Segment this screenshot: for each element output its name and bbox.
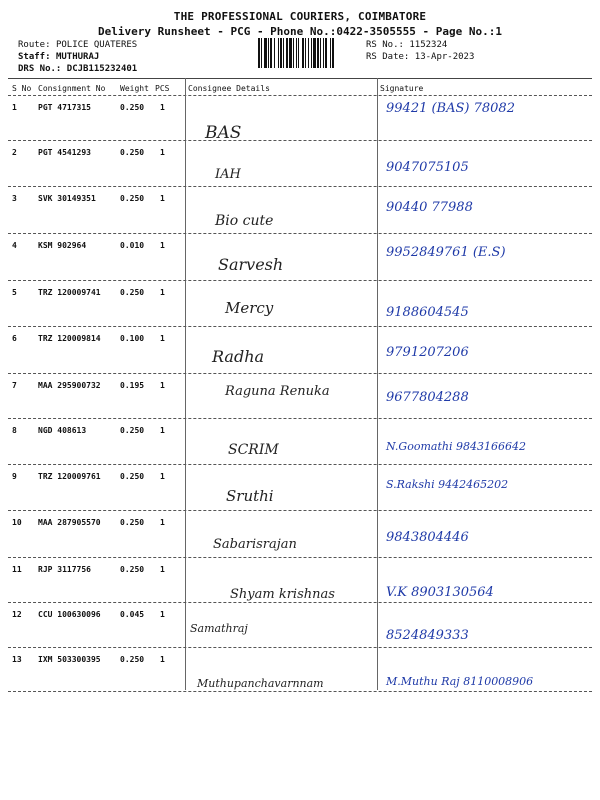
row-consignment-no: MAA 295900732 [38, 381, 101, 390]
row-divider [8, 233, 592, 234]
row-consignee-handwritten: SCRIM [228, 442, 279, 458]
row-signature-handwritten: V.K 8903130564 [386, 585, 494, 600]
row-consignment-no: PGT 4717315 [38, 103, 91, 112]
row-consignment-no: PGT 4541293 [38, 148, 91, 157]
row-divider [8, 418, 592, 419]
consignee-column-divider [185, 78, 186, 690]
row-consignment-no: TRZ 120009814 [38, 334, 101, 343]
row-consignee-handwritten: Samathraj [190, 622, 248, 635]
row-consignment-no: IXM 503300395 [38, 655, 101, 664]
row-weight: 0.250 [120, 288, 145, 297]
company-title: THE PROFESSIONAL COURIERS, COIMBATORE [173, 10, 427, 23]
row-consignment-no: NGD 408613 [38, 426, 87, 435]
row-sno: 11 [12, 565, 22, 574]
row-consignee-handwritten: Muthupanchavarnnam [197, 677, 324, 690]
row-signature-handwritten: 9188604545 [386, 305, 469, 320]
row-sno: 6 [12, 334, 17, 343]
rs-no-label: RS No.: [366, 40, 404, 50]
row-weight: 0.250 [120, 472, 145, 481]
col-header-consignee: Consignee Details [188, 84, 270, 93]
row-pcs: 1 [160, 194, 165, 203]
row-pcs: 1 [160, 565, 165, 574]
row-signature-handwritten: 99421 (BAS) 78082 [386, 101, 515, 116]
rs-no-line [366, 40, 447, 50]
signature-column-divider [377, 78, 378, 690]
row-divider [8, 280, 592, 281]
row-divider [8, 373, 592, 374]
row-divider [8, 510, 592, 511]
row-signature-handwritten: 90440 77988 [386, 200, 473, 215]
route-line [18, 40, 137, 50]
row-consignee-handwritten: Raguna Renuka [225, 384, 330, 399]
staff-label: Staff: [18, 52, 51, 62]
row-pcs: 1 [160, 288, 165, 297]
row-sno: 12 [12, 610, 22, 619]
row-consignment-no: SVK 30149351 [38, 194, 96, 203]
row-divider [8, 140, 592, 141]
row-sno: 5 [12, 288, 17, 297]
col-header-pcs: PCS [155, 84, 170, 93]
barcode-image [258, 38, 356, 68]
route-label: Route: [18, 40, 51, 50]
row-consignee-handwritten: Mercy [225, 299, 274, 317]
route-value: POLICE QUATERES [55, 40, 138, 50]
runsheet-subtitle: Delivery Runsheet - PCG - Phone No.:0422-3505555 - Page No.:1 [98, 25, 502, 38]
drs-line [18, 64, 137, 74]
row-consignment-no: TRZ 120009741 [38, 288, 101, 297]
row-signature-handwritten: N.Goomathi 9843166642 [386, 440, 526, 453]
row-weight: 0.250 [120, 518, 145, 527]
row-divider [8, 602, 592, 603]
row-signature-handwritten: M.Muthu Raj 8110008906 [386, 675, 534, 688]
row-weight: 0.250 [120, 426, 145, 435]
drs-value: DCJB115232401 [66, 64, 138, 74]
row-weight: 0.100 [120, 334, 145, 343]
row-consignee-handwritten: Sabarisrajan [213, 537, 297, 552]
row-pcs: 1 [160, 655, 165, 664]
row-sno: 1 [12, 103, 17, 112]
header-top-rule [8, 78, 592, 79]
row-pcs: 1 [160, 472, 165, 481]
row-sno: 8 [12, 426, 17, 435]
row-consignment-no: TRZ 120009761 [38, 472, 101, 481]
row-divider [8, 647, 592, 648]
row-signature-handwritten: 8524849333 [386, 628, 469, 643]
row-signature-handwritten: 9952849761 (E.S) [386, 245, 506, 260]
row-weight: 0.250 [120, 565, 145, 574]
row-weight: 0.045 [120, 610, 145, 619]
row-consignment-no: RJP 3117756 [38, 565, 91, 574]
rs-date-line [366, 52, 474, 62]
row-weight: 0.195 [120, 381, 145, 390]
row-consignee-handwritten: Sarvesh [218, 255, 284, 274]
staff-value: MUTHURAJ [55, 52, 100, 62]
row-pcs: 1 [160, 241, 165, 250]
row-signature-handwritten: 9791207206 [386, 345, 469, 360]
row-weight: 0.250 [120, 655, 145, 664]
row-sno: 2 [12, 148, 17, 157]
row-weight: 0.250 [120, 103, 145, 112]
row-signature-handwritten: 9843804446 [386, 530, 469, 545]
row-pcs: 1 [160, 148, 165, 157]
staff-line [18, 52, 99, 62]
row-consignment-no: CCU 100630096 [38, 610, 101, 619]
row-sno: 4 [12, 241, 17, 250]
row-signature-handwritten: S.Rakshi 9442465202 [386, 478, 509, 491]
row-consignment-no: MAA 287905570 [38, 518, 101, 527]
row-sno: 13 [12, 655, 22, 664]
col-header-sno: S No [12, 84, 32, 93]
row-pcs: 1 [160, 334, 165, 343]
row-divider [8, 326, 592, 327]
col-header-signature: Signature [380, 84, 424, 93]
row-consignee-handwritten: Sruthi [226, 487, 274, 505]
row-consignee-handwritten: Bio cute [215, 213, 274, 229]
row-sno: 7 [12, 381, 17, 390]
rs-date-value: 13-Apr-2023 [414, 52, 475, 62]
row-weight: 0.250 [120, 148, 145, 157]
row-consignee-handwritten: Shyam krishnas [230, 587, 335, 602]
row-pcs: 1 [160, 518, 165, 527]
row-consignment-no: KSM 902964 [38, 241, 87, 250]
row-pcs: 1 [160, 381, 165, 390]
row-weight: 0.010 [120, 241, 145, 250]
header-bottom-rule [8, 95, 592, 96]
rs-date-label: RS Date: [366, 52, 410, 62]
rs-no-value: 1152324 [409, 40, 448, 50]
row-signature-handwritten: 9047075105 [386, 160, 469, 175]
row-signature-handwritten: 9677804288 [386, 390, 469, 405]
col-header-weight: Weight [120, 84, 149, 93]
row-pcs: 1 [160, 426, 165, 435]
row-sno: 9 [12, 472, 17, 481]
drs-label: DRS No.: [18, 64, 62, 74]
row-sno: 10 [12, 518, 22, 527]
row-sno: 3 [12, 194, 17, 203]
row-divider [8, 464, 592, 465]
row-consignee-handwritten: IAH [215, 167, 241, 182]
row-consignee-handwritten: BAS [205, 123, 242, 143]
row-consignee-handwritten: Radha [212, 347, 265, 366]
row-weight: 0.250 [120, 194, 145, 203]
row-pcs: 1 [160, 610, 165, 619]
row-pcs: 1 [160, 103, 165, 112]
row-divider [8, 691, 592, 692]
col-header-consignment: Consignment No [38, 84, 106, 93]
row-divider [8, 186, 592, 187]
row-divider [8, 557, 592, 558]
